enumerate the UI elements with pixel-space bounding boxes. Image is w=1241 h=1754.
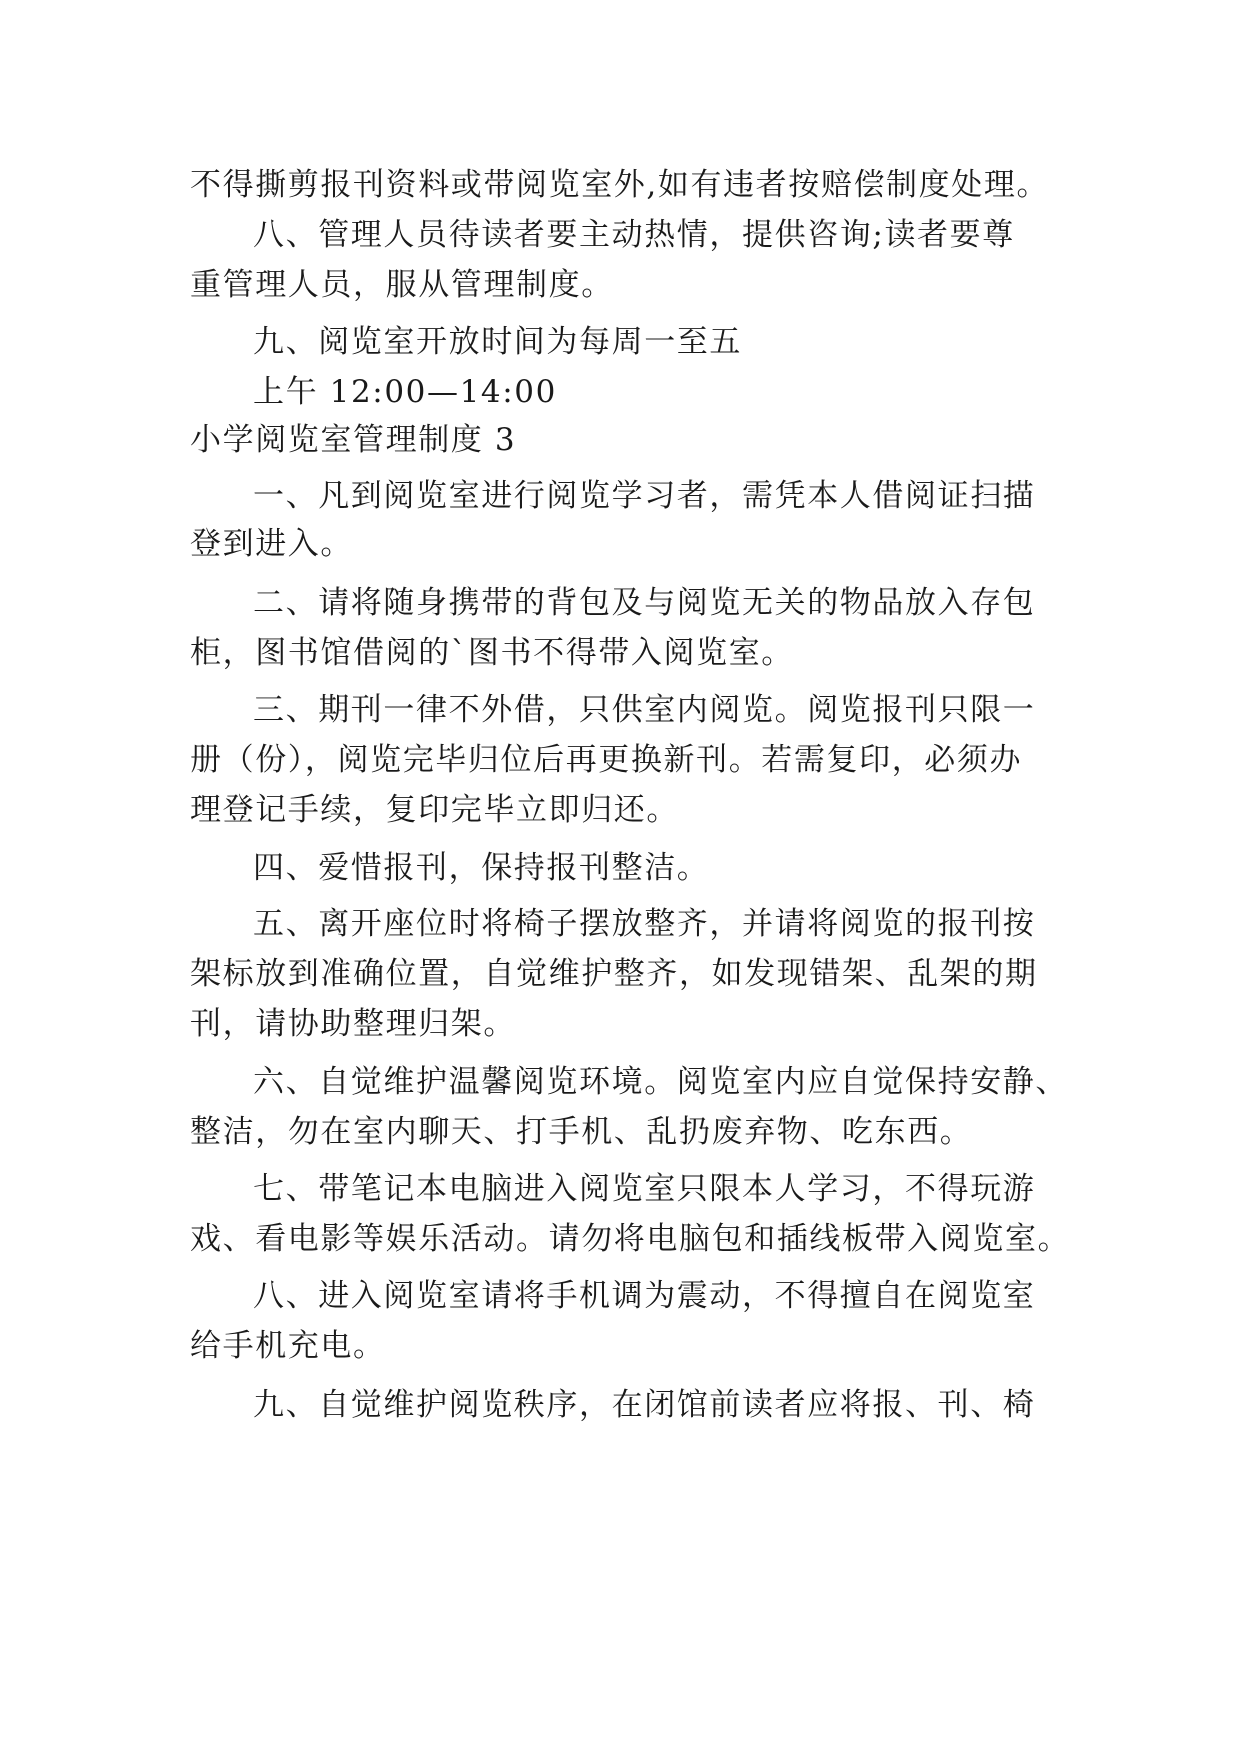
text-line: 九、阅览室开放时间为每周一至五 [253,324,742,360]
text-line: 上午 12:00—14:00 [253,374,557,410]
text-line: 柜，图书馆借阅的`图书不得带入阅览室。 [190,635,794,671]
text-line: 八、进入阅览室请将手机调为震动，不得擅自在阅览室 [253,1278,1036,1314]
text-line: 四、爱惜报刊，保持报刊整洁。 [253,850,710,886]
text-line: 给手机充电。 [190,1328,386,1364]
text-line: 八、管理人员待读者要主动热情，提供咨询;读者要尊 [253,217,1015,253]
text-line: 戏、看电影等娱乐活动。请勿将电脑包和插线板带入阅览室。 [190,1221,1071,1257]
text-line: 三、期刊一律不外借，只供室内阅览。阅览报刊只限一 [253,692,1036,728]
section-heading: 小学阅览室管理制度 3 [190,422,517,458]
text-line: 册（份），阅览完毕归位后再更换新刊。若需复印，必须办 [190,742,1023,778]
text-line: 整洁，勿在室内聊天、打手机、乱扔废弃物、吃东西。 [190,1114,973,1150]
text-line: 七、带笔记本电脑进入阅览室只限本人学习，不得玩游 [253,1171,1036,1207]
text-line: 不得撕剪报刊资料或带阅览室外,如有违者按赔偿制度处理。 [190,167,1050,203]
text-line: 理登记手续，复印完毕立即归还。 [190,792,679,828]
text-line: 五、离开座位时将椅子摆放整齐，并请将阅览的报刊按 [253,906,1036,942]
text-line: 六、自觉维护温馨阅览环境。阅览室内应自觉保持安静、 [253,1064,1068,1100]
text-line: 登到进入。 [190,526,353,562]
text-line: 九、自觉维护阅览秩序，在闭馆前读者应将报、刊、椅 [253,1387,1036,1423]
text-line: 一、凡到阅览室进行阅览学习者，需凭本人借阅证扫描 [253,478,1036,514]
text-line: 刊，请协助整理归架。 [190,1006,516,1042]
text-line: 重管理人员，服从管理制度。 [190,267,614,303]
text-line: 二、请将随身携带的背包及与阅览无关的物品放入存包 [253,585,1036,621]
text-line: 架标放到准确位置，自觉维护整齐，如发现错架、乱架的期 [190,956,1038,992]
